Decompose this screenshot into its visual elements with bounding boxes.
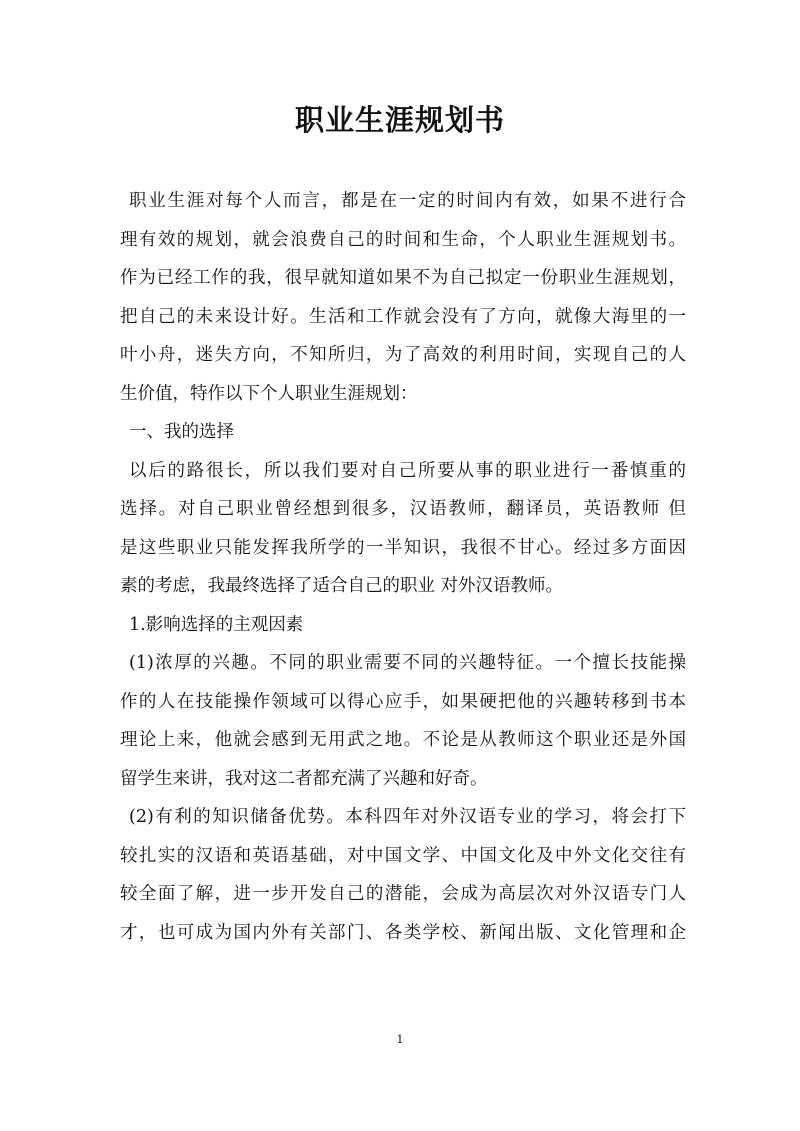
text-line: 生价值，特作以下个人职业生涯规划： (120, 383, 418, 404)
text-line: 留学生来讲，我对这二者都充满了兴趣和好奇。 (120, 768, 488, 789)
text-line: 才，也可成为国内外有关部门、各类学校、新闻出版、文化管理和企 (120, 922, 686, 943)
text-line: (1)浓厚的兴趣。不同的职业需要不同的兴趣特征。一个擅长技能操 (129, 653, 686, 673)
document-title: 职业生涯规划书 (294, 103, 505, 137)
subsection-heading: 1.影响选择的主观因素 (129, 614, 304, 635)
document-body (120, 182, 686, 952)
text-line: 选择。对自己职业曾经想到很多，汉语教师，翻译员，英语教师 但 (120, 499, 686, 519)
page-number: 1 (396, 1033, 404, 1046)
text-line: 叶小舟，迷失方向，不知所归，为了高效的利用时间，实现自己的人 (120, 345, 686, 365)
text-line: 作为已经工作的我，很早就知道如果不为自己拟定一份职业生涯规划， (120, 268, 686, 288)
text-line: 理有效的规划，就会浪费自己的时间和生命，个人职业生涯规划书。 (120, 229, 686, 250)
text-line: (2)有利的知识储备优势。本科四年对外汉语专业的学习，将会打下 (129, 807, 686, 827)
text-line: 以后的路很长，所以我们要对自己所要从事的职业进行一番慎重的 (129, 460, 686, 481)
text-line: 把自己的未来设计好。生活和工作就会没有了方向，就像大海里的一 (120, 306, 686, 327)
text-line: 理论上来，他就会感到无用武之地。不论是从教师这个职业还是外国 (120, 730, 686, 750)
text-line: 素的考虑，我最终选择了适合自己的职业 对外汉语教师。 (120, 576, 564, 596)
text-line: 作的人在技能操作领域可以得心应手，如果硬把他的兴趣转移到书本 (120, 691, 686, 712)
text-line: 较扎实的汉语和英语基础，对中国文学、中国文化及中外文化交往有 (120, 845, 686, 866)
text-line: 较全面了解，进一步开发自己的潜能，会成为高层次对外汉语专门人 (120, 884, 686, 904)
text-line: 职业生涯对每个人而言，都是在一定的时间内有效，如果不进行合 (129, 191, 686, 211)
section-heading: 一、我的选择 (129, 422, 234, 442)
text-line: 是这些职业只能发挥我所学的一半知识，我很不甘心。经过多方面因 (120, 537, 686, 558)
